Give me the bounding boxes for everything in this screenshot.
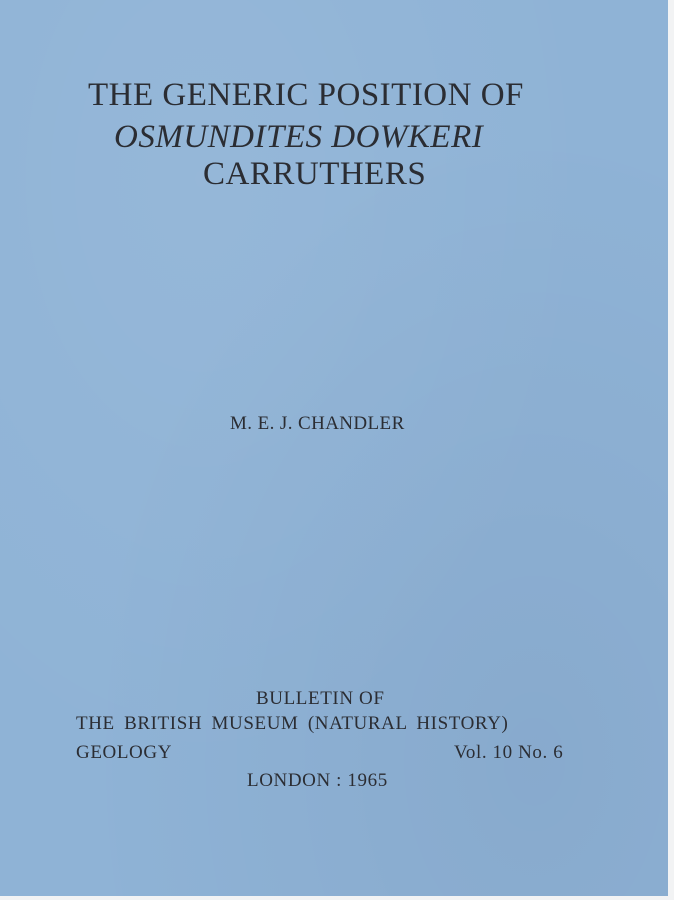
author-name: M. E. J. CHANDLER xyxy=(230,413,405,434)
series-name: GEOLOGY xyxy=(76,742,173,763)
imprint-place-year: LONDON : 1965 xyxy=(247,770,388,791)
volume-number: Vol. 10 No. 6 xyxy=(454,742,564,763)
bulletin-heading: BULLETIN OF xyxy=(256,688,385,709)
title-line-2-species: OSMUNDITES DOWKERI xyxy=(114,119,484,155)
title-line-1: THE GENERIC POSITION OF xyxy=(88,77,524,113)
publisher-name: THE BRITISH MUSEUM (NATURAL HISTORY) xyxy=(76,713,509,734)
title-line-3: CARRUTHERS xyxy=(203,156,427,192)
